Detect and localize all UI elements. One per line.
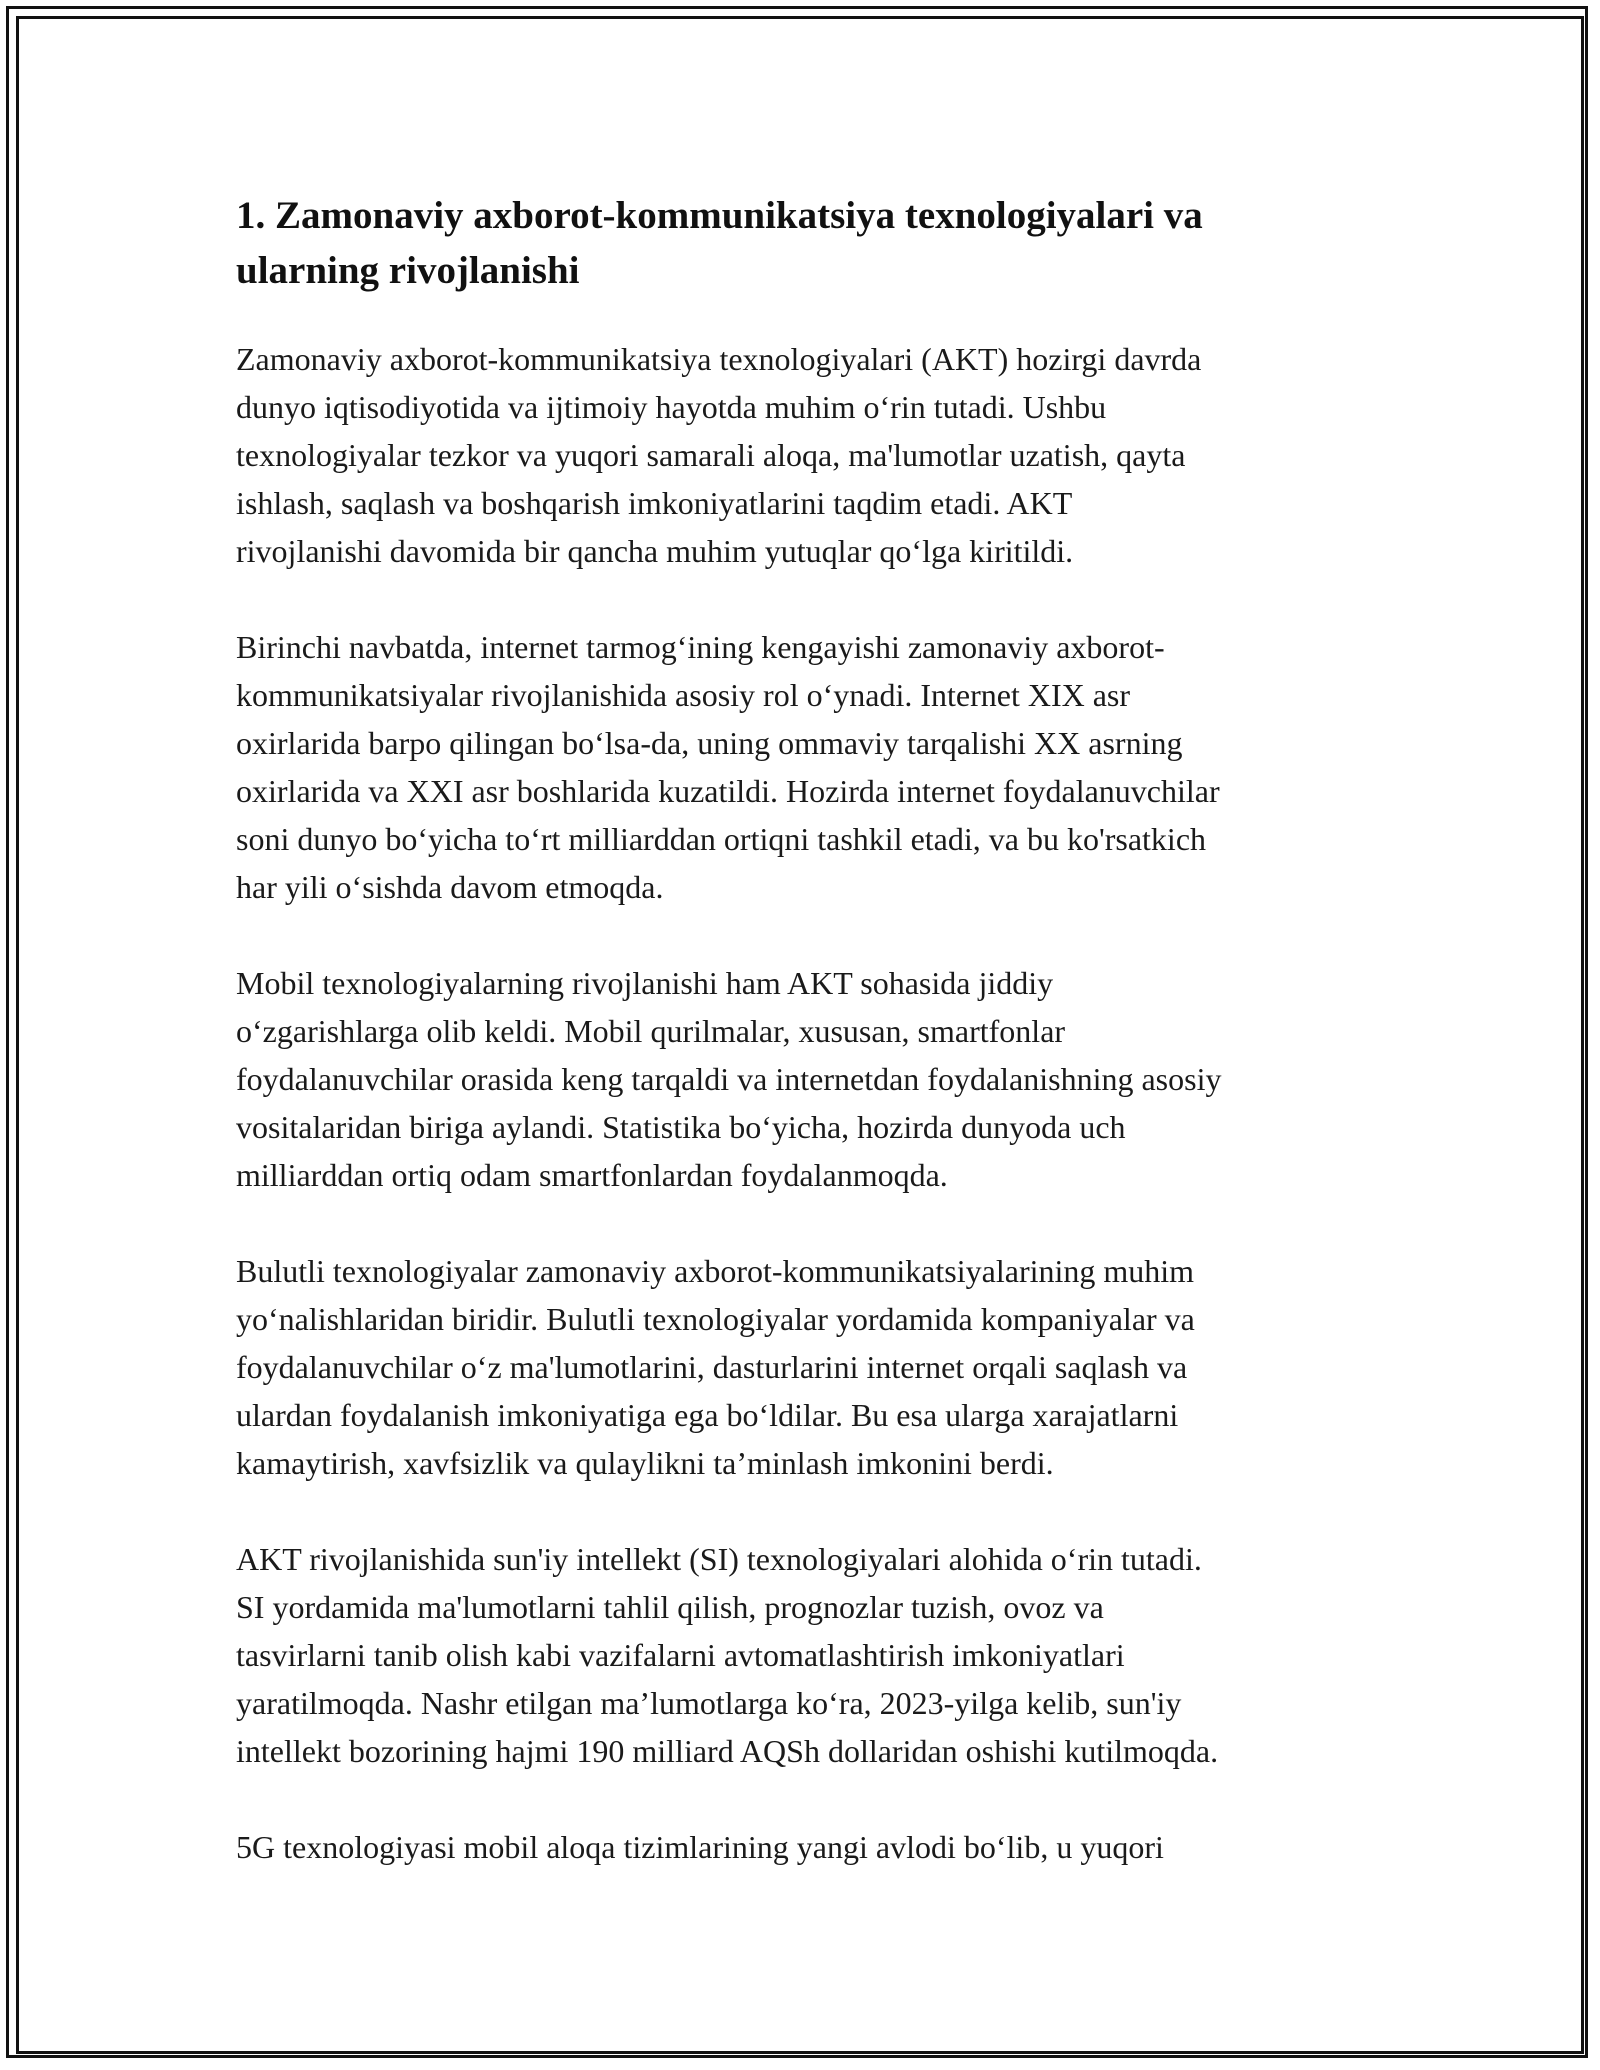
paragraph-internet: Birinchi navbatda, internet tarmog‘ining kengayishi zamonaviy axborot- kommunikatsiyalar rivojlanishida asosiy rol o‘ynadi. Internet XIX asr oxirlarida barpo qilingan bo‘lsa-da, uning ommaviy tarqalishi XX asrning oxirlarida va XXI asr boshlarida kuzatildi. Hozirda internet foydalanuvchilar soni dunyo bo‘yicha to‘rt milliarddan ortiqni tashkil etadi, va bu ko'rsatkich har yili o‘sishda davom etmoqda. xyxy=(236,629,1220,905)
document-body xyxy=(236,188,1376,1919)
paragraph-intro: Zamonaviy axborot-kommunikatsiya texnologiyalari (AKT) hozirgi davrda dunyo iqtisodiyotida va ijtimoiy hayotda muhim o‘rin tutadi. Ushbu texnologiyalar tezkor va yuqori samarali aloqa, ma'lumotlar uzatish, qayta ishlash, saqlash va boshqarish imkoniyatlarini taqdim etadi. AKT rivojlanishi davomida bir qancha muhim yutuqlar qo‘lga kiritildi. xyxy=(236,341,1202,569)
paragraph-cloud: Bulutli texnologiyalar zamonaviy axborot-kommunikatsiyalarining muhim yo‘nalishlaridan biridir. Bulutli texnologiyalar yordamida kompaniyalar va foydalanuvchilar o‘z ma'lumotlarini, dasturlarini internet orqali saqlash va ulardan foydalanish imkoniyatiga ega bo‘ldilar. Bu esa ularga xarajatlarni kamaytirish, xavfsizlik va qulaylikni ta’minlash imkonini berdi. xyxy=(236,1253,1195,1481)
paragraph-5g: 5G texnologiyasi mobil aloqa tizimlarining yangi avlodi bo‘lib, u yuqori xyxy=(236,1829,1164,1865)
paragraph-mobile: Mobil texnologiyalarning rivojlanishi ham AKT sohasida jiddiy o‘zgarishlarga olib keldi. Mobil qurilmalar, xususan, smartfonlar foydalanuvchilar orasida keng tarqaldi va internetdan foydalanishning asosiy vositalaridan biriga aylandi. Statistika bo‘yicha, hozirda dunyoda uch milliarddan ortiq odam smartfonlardan foydalanmoqda. xyxy=(236,965,1222,1193)
section-title: 1. Zamonaviy axborot-kommunikatsiya texnologiyalari va ularning rivojlanishi xyxy=(236,194,1203,292)
paragraph-ai: AKT rivojlanishida sun'iy intellekt (SI) texnologiyalari alohida o‘rin tutadi. SI yordamida ma'lumotlarni tahlil qilish, prognozlar tuzish, ovoz va tasvirlarni tanib olish kabi vazifalarni avtomatlashtirish imkoniyatlari yaratilmoqda. Nashr etilgan ma’lumotlarga ko‘ra, 2023-yilga kelib, sun'iy intellekt bozorining hajmi 190 milliard AQSh dollaridan oshishi kutilmoqda. xyxy=(236,1541,1219,1769)
